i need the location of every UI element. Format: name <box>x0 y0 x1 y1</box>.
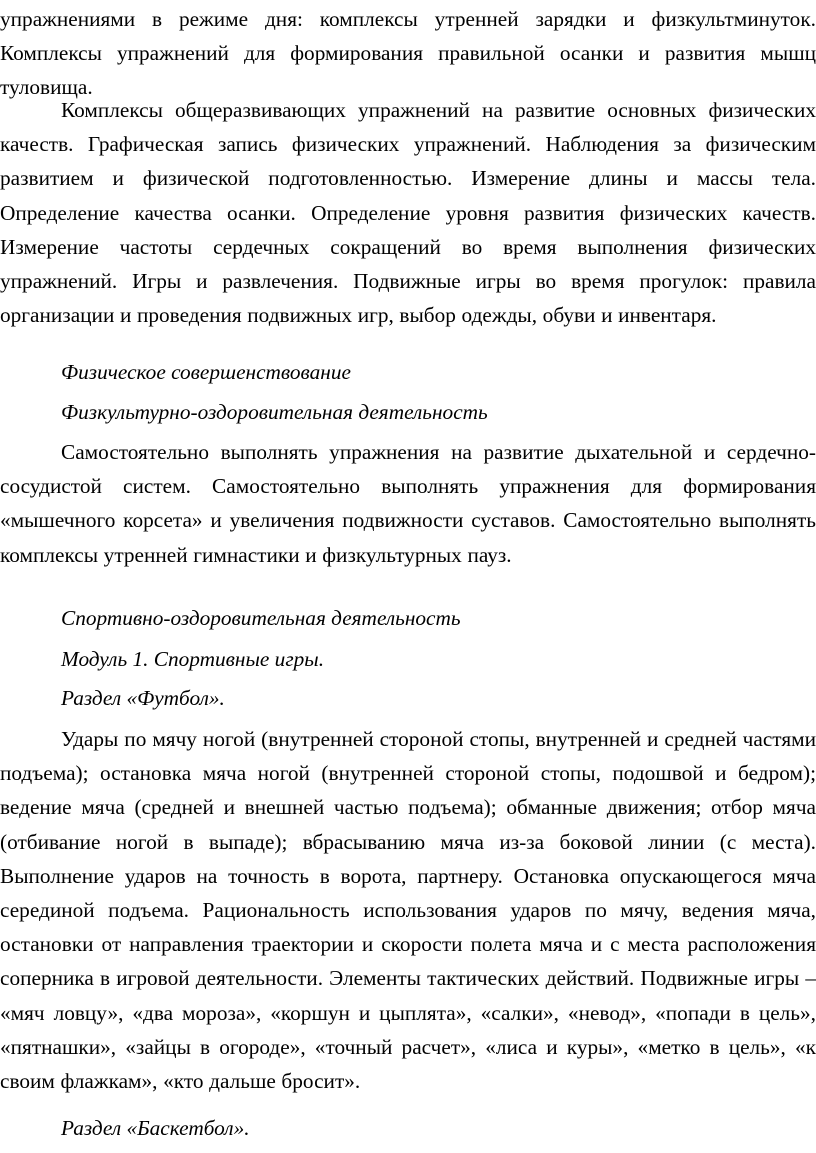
heading-sport-activity: Спортивно-оздоровительная деятельность <box>61 606 461 630</box>
paragraph-daily-exercises: упражнениями в режиме дня: комплексы утренней зарядки и физкультминуток. Комплексы упражнений для формирования правильной осанки и развития мышц туловища. <box>0 7 816 100</box>
heading-section-basketball: Раздел «Баскетбол». <box>61 1116 250 1140</box>
heading-physical-improvement: Физическое совершенствование <box>61 360 351 384</box>
heading-section-football: Раздел «Футбол». <box>61 686 225 710</box>
paragraph-independent-exercises: Самостоятельно выполнять упражнения на развитие дыхательной и сердечно-сосудистой систем. Самостоятельно выполнять упражнения для формирования «мышечного корсета» и увеличения подвижности суставов. Самостоятельно выполнять комплексы утренней гимнастики и физкультурных пауз. <box>0 440 816 567</box>
paragraph-physical-qualities: Комплексы общеразвивающих упражнений на развитие основных физических качеств. Графическая запись физических упражнений. Наблюдения за физическим развитием и физической подготовленностью. Измерение длины и массы тела. Определение качества осанки. Определение уровня развития физических качеств. Измерение частоты сердечных сокращений во время выполнения физических упражнений. Игры и развлечения. Подвижные игры во время прогулок: правила организации и проведения подвижных игр, выбор одежды, обуви и инвентаря. <box>0 98 816 328</box>
paragraph-football-techniques: Удары по мячу ногой (внутренней стороной стопы, внутренней и средней частями подъема); остановка мяча ногой (внутренней стороной стопы, подошвой и бедром); ведение мяча (средней и внешней частью подъема); обманные движения; отбор мяча (отбивание ногой в выпаде); вбрасыванию мяча из-за боковой линии (с места). Выполнение ударов на точность в ворота, партнеру. Остановка опускающегося мяча серединой подъема. Рациональность использования ударов по мячу, ведения мяча, остановки от направления траектории и скорости полета мяча и с места расположения соперника в игровой деятельности. Элементы тактических действий. Подвижные игры – «мяч ловцу», «два мороза», «коршун и цыплята», «салки», «невод», «попади в цель», «пятнашки», «зайцы в огороде», «точный расчет», «лиса и куры», «метко в цель», «к своим флажкам», «кто дальше бросит». <box>0 727 816 1094</box>
heading-fitness-activity: Физкультурно-оздоровительная деятельность <box>61 400 488 424</box>
heading-module-sport-games: Модуль 1. Спортивные игры. <box>61 647 325 671</box>
